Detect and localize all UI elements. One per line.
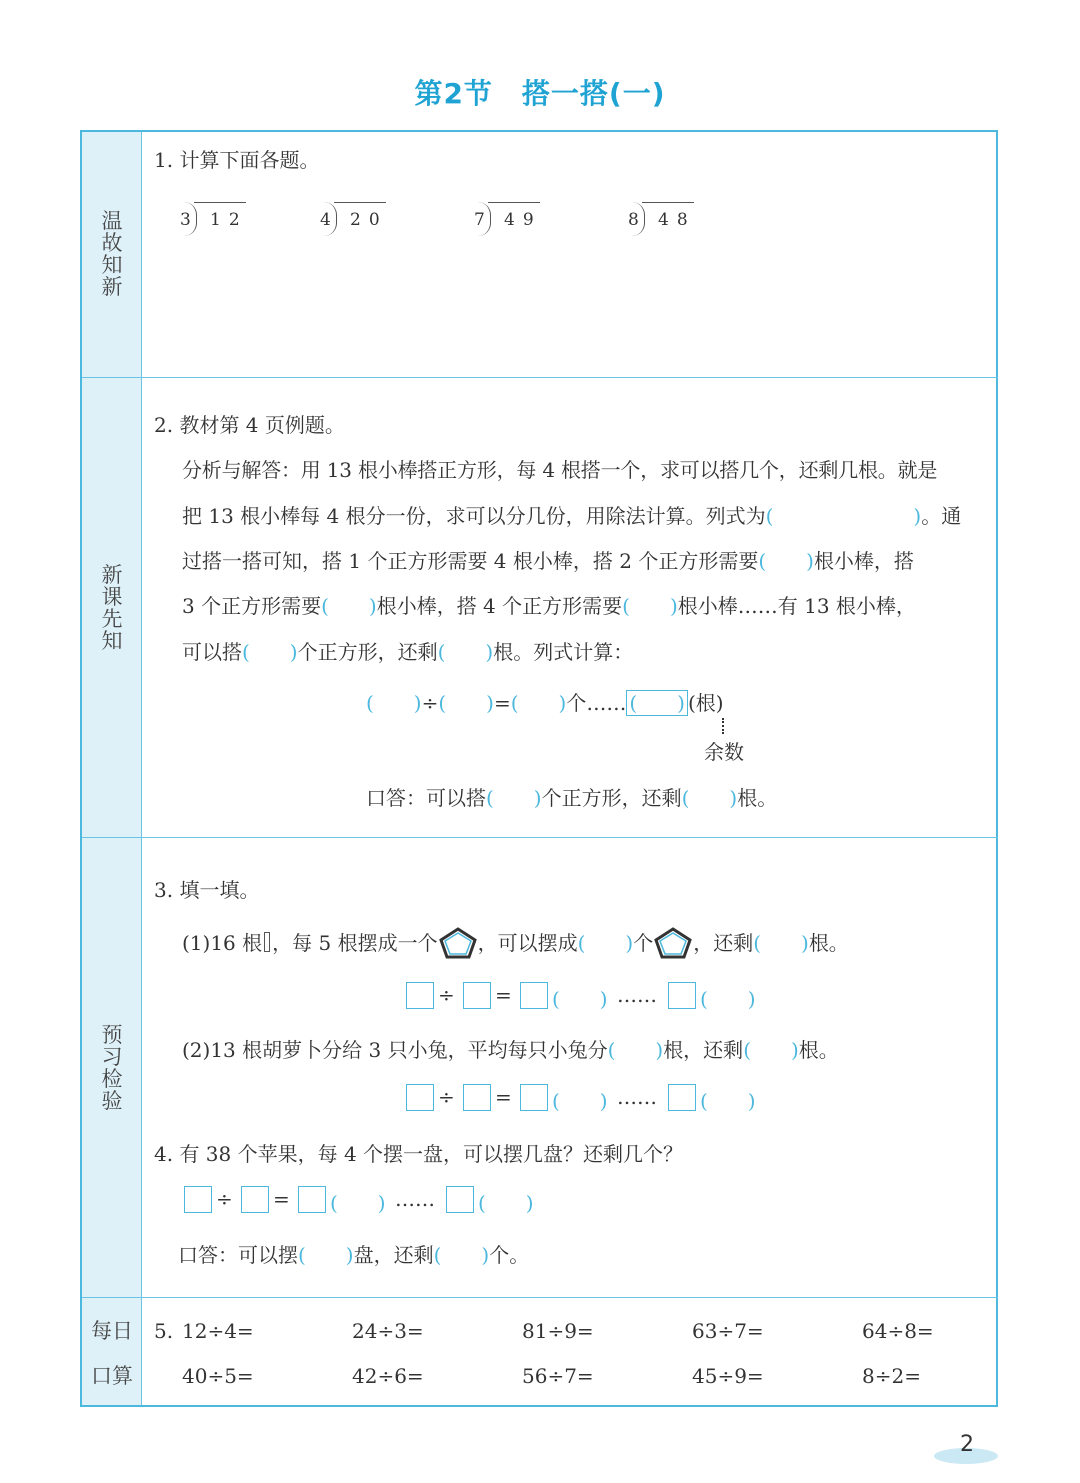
answer-box[interactable] — [520, 1084, 548, 1111]
division-bracket — [632, 202, 645, 236]
answer-blank[interactable]: ( ) — [681, 786, 738, 810]
division-bracket — [184, 202, 197, 236]
answer-blank[interactable]: ( ) — [743, 1038, 799, 1062]
answer-blank[interactable]: ( ) — [552, 987, 608, 1011]
answer-blank[interactable]: ( ) — [700, 1089, 756, 1113]
page-number-badge — [930, 1432, 1000, 1466]
answer-blank[interactable]: ( ) — [552, 1089, 608, 1113]
division-bar — [194, 202, 246, 203]
ellipsis: …… — [395, 1187, 435, 1211]
q2-answer: 口答：可以搭( )个正方形，还剩( )根。 — [366, 786, 778, 810]
oral-calc-item: 81÷9= — [522, 1319, 594, 1343]
q2-line-5: 可以搭( )个正方形，还剩( )根。列式计算： — [182, 640, 634, 664]
divisor: 3 — [180, 210, 191, 230]
answer-box[interactable] — [463, 982, 491, 1009]
oral-calc-item: 42÷6= — [352, 1364, 424, 1388]
q2-line-2: 把 13 根小棒每 4 根分一份，求可以分几份，用除法计算。列式为( )。通 — [182, 504, 962, 528]
q2-line-3: 过搭一搭可知，搭 1 个正方形需要 4 根小棒，搭 2 个正方形需要( )根小棒，搭 — [182, 549, 914, 573]
divisor: 4 — [320, 210, 331, 230]
oral-calc-item: 8÷2= — [862, 1364, 921, 1388]
divider-3 — [82, 1297, 998, 1298]
oral-calc-item: 45÷9= — [692, 1364, 764, 1388]
page-title: 第2节 搭一搭(一) — [414, 77, 666, 110]
section-label-daily-b: 口算 — [91, 1364, 133, 1388]
answer-blank[interactable]: ( ) — [765, 504, 922, 528]
answer-blank[interactable]: ( ) — [438, 691, 494, 715]
answer-box[interactable] — [463, 1084, 491, 1111]
stick-icon — [264, 932, 270, 952]
answer-blank[interactable]: ( ) — [330, 1191, 386, 1215]
answer-box[interactable] — [406, 982, 434, 1009]
answer-blank[interactable]: ( ) — [510, 691, 567, 715]
oral-calc-item: 12÷4= — [182, 1319, 254, 1343]
answer-box[interactable] — [406, 1084, 434, 1111]
q4-label: 4. 有 38 个苹果，每 4 个摆一盘，可以摆几盘？还剩几个？ — [154, 1142, 684, 1166]
divider-1 — [82, 377, 998, 378]
page-number: 2 — [960, 1432, 974, 1457]
oral-calc-item: 40÷5= — [182, 1364, 254, 1388]
answer-blank[interactable]: ( ) — [607, 1038, 664, 1062]
ellipsis: …… — [617, 1085, 657, 1109]
oral-calc-item: 63÷7= — [692, 1319, 764, 1343]
answer-blank[interactable]: ( ) — [242, 640, 298, 664]
division-bracket — [324, 202, 337, 236]
division-bracket — [478, 202, 491, 236]
answer-box[interactable] — [446, 1186, 474, 1213]
answer-blank[interactable]: ( ) — [366, 691, 422, 715]
q4-answer: 口答：可以摆( )盘，还剩( )个。 — [178, 1243, 530, 1267]
q2-line-4: 3 个正方形需要( )根小棒，搭 4 个正方形需要( )根小棒……有 13 根小棒， — [182, 594, 916, 618]
q3-label: 3. 填一填。 — [154, 878, 260, 902]
answer-box[interactable] — [668, 982, 696, 1009]
answer-blank[interactable]: ( ) — [433, 1243, 490, 1267]
dividend: 49 — [504, 210, 542, 230]
dividend: 20 — [350, 210, 388, 230]
pentagon-icon — [653, 926, 693, 960]
division-bar — [642, 202, 694, 203]
section-label-check: 预习检验 — [101, 1023, 123, 1113]
oral-calc-item: 24÷3= — [352, 1319, 424, 1343]
answer-blank[interactable]: ( ) — [577, 931, 634, 955]
q2-line-1: 分析与解答：用 13 根小棒搭正方形，每 4 根搭一个，求可以搭几个，还剩几根。就是 — [182, 458, 938, 482]
answer-blank[interactable]: ( ) — [298, 1243, 354, 1267]
worksheet-frame — [80, 130, 998, 1407]
division-bar — [488, 202, 540, 203]
q5-label: 5. — [154, 1319, 174, 1343]
remainder-pointer — [722, 718, 724, 734]
answer-blank[interactable]: ( ) — [753, 931, 809, 955]
divide-sign: ÷ — [438, 983, 455, 1007]
answer-blank[interactable]: ( ) — [321, 594, 377, 618]
answer-blank[interactable]: ( ) — [486, 786, 542, 810]
equals-sign: = — [495, 983, 512, 1007]
dividend: 48 — [658, 210, 696, 230]
equals-sign: = — [495, 1085, 512, 1109]
section-label-daily-a: 每日 — [91, 1319, 133, 1343]
remainder-box[interactable]: ( ) — [626, 690, 688, 716]
answer-box[interactable] — [298, 1186, 326, 1213]
answer-box[interactable] — [184, 1186, 212, 1213]
dividend: 12 — [210, 210, 248, 230]
q2-label: 2. 教材第 4 页例题。 — [154, 413, 345, 437]
ellipsis: …… — [617, 983, 657, 1007]
q3-part-1: (1)16 根 ，每 5 根摆成一个 ，可以摆成( )个 ，还剩( )根。 — [182, 926, 849, 960]
pentagon-icon — [438, 926, 478, 960]
divisor: 8 — [628, 210, 639, 230]
answer-box[interactable] — [241, 1186, 269, 1213]
answer-blank[interactable]: ( ) — [622, 594, 678, 618]
remainder-label: 余数 — [704, 740, 744, 764]
equals-sign: = — [273, 1187, 290, 1211]
answer-box[interactable] — [668, 1084, 696, 1111]
q1-label: 1. 计算下面各题。 — [154, 148, 320, 172]
answer-blank[interactable]: ( ) — [758, 549, 814, 573]
q3-part-2: (2)13 根胡萝卜分给 3 只小兔，平均每只小兔分( )根，还剩( )根。 — [182, 1038, 839, 1062]
divide-sign: ÷ — [216, 1187, 233, 1211]
q2-equation: ( )÷( )=( )个…… ( ) (根) — [366, 691, 724, 715]
answer-blank[interactable]: ( ) — [700, 987, 756, 1011]
section-side-4 — [82, 1298, 142, 1405]
divide-sign: ÷ — [438, 1085, 455, 1109]
division-bar — [334, 202, 386, 203]
divisor: 7 — [474, 210, 485, 230]
answer-blank[interactable]: ( ) — [437, 640, 494, 664]
oral-calc-item: 56÷7= — [522, 1364, 594, 1388]
answer-blank[interactable]: ( ) — [478, 1191, 534, 1215]
answer-box[interactable] — [520, 982, 548, 1009]
section-label-review: 温故知新 — [101, 209, 123, 299]
oral-calc-item: 64÷8= — [862, 1319, 934, 1343]
divider-2 — [82, 837, 998, 838]
section-label-preview: 新课先知 — [101, 563, 123, 653]
